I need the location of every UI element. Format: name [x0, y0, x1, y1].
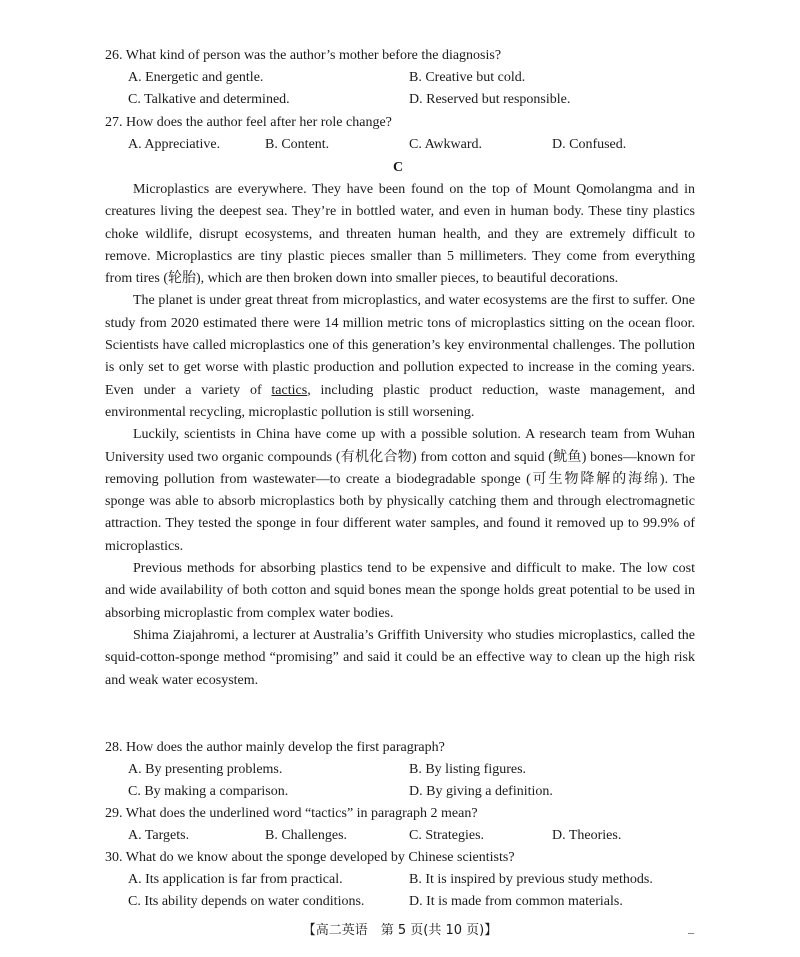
question-30-stem: 30. What do we know about the sponge developed by Chinese scientists? [105, 850, 515, 865]
question-27-stem: 27. How does the author feel after her role change? [105, 115, 392, 130]
question-29-option-a: A. Targets. [128, 828, 190, 843]
question-30-option-a: A. Its application is far from practical. [128, 872, 343, 887]
passage-paragraph-1: Microplastics are everywhere. They have been found on the top of Mount Qomolangma and in creatures living the deepest sea. They’re in bottled water, and even in human body. These tiny plastics choke wildlife, disrupt ecosystems, and threaten human health, and they are extremely difficult to remove. Microplastics are tiny plastic pieces smaller than 5 millimeters. They come from everything from tires (轮胎), which are then broken down into smaller pieces, to beautiful decorations. [105, 182, 695, 287]
scan-mark: – [688, 925, 694, 939]
question-28-option-b: B. By listing figures. [409, 762, 527, 777]
question-29-stem: 29. What does the underlined word “tactics” in paragraph 2 mean? [105, 806, 478, 821]
question-28-stem: 28. How does the author mainly develop the first paragraph? [105, 740, 445, 755]
underlined-word-tactics: tactics [271, 382, 308, 398]
question-29-option-c: C. Strategies. [409, 828, 485, 843]
question-30-option-d: D. It is made from common materials. [409, 894, 623, 909]
passage-paragraph-3: Luckily, scientists in China have come up with a possible solution. A research team from Wuhan University used two organic compounds (有机化合物) from cotton and squid (鱿鱼) bones—known for removing pollution from wastewater—to create a biodegradable sponge (可生物降解的海绵). The sponge was able to absorb microplastics both by physically catching them and through electromagnetic attraction. They tested the sponge in four different water samples, and found it removed up to 99.9% of microplastics. [105, 427, 695, 554]
question-26-option-b: B. Creative but cold. [409, 70, 526, 85]
passage-paragraph-2 [105, 290, 695, 424]
question-28-option-c: C. By making a comparison. [128, 784, 289, 799]
question-28-option-a: A. By presenting problems. [128, 762, 283, 777]
passage-paragraph-2-part-1: The planet is under great threat from microplastics, and water ecosystems are the first to suffer. One study from 2020 estimated there were 14 million metric tons of microplastics sitting on the ocean floor. Scientists have called microplastics one of this generation’s key environmental challenges. The pollution is only set to get worse with plastic production and pollution expected to increase in the coming years. Even under a variety of [105, 293, 695, 398]
question-26-stem: 26. What kind of person was the author’s mother before the diagnosis? [105, 48, 502, 63]
question-30-option-b: B. It is inspired by previous study methods. [409, 872, 653, 887]
question-27-option-a: A. Appreciative. [128, 137, 221, 152]
passage-paragraph-5: Shima Ziajahromi, a lecturer at Australia’s Griffith University who studies microplastics, called the squid-cotton-sponge method “promising” and said it could be an effective way to clean up the high risk and weak water ecosystem. [105, 627, 695, 688]
question-30-option-c: C. Its ability depends on water conditions. [128, 894, 365, 909]
question-27-option-c: C. Awkward. [409, 137, 482, 152]
reading-passage [105, 179, 695, 692]
page-footer: 【高二英语 第 5 页(共 10 页)】 [302, 923, 498, 938]
question-26-option-c: C. Talkative and determined. [128, 92, 290, 107]
question-29-option-b: B. Challenges. [265, 828, 348, 843]
question-26-option-a: A. Energetic and gentle. [128, 70, 264, 85]
section-heading: C [393, 160, 404, 175]
passage-paragraph-4: Previous methods for absorbing plastics tend to be expensive and difficult to make. The low cost and wide availability of both cotton and squid bones mean the sponge holds great potential to be used in absorbing microplastic from complex water bodies. [105, 561, 695, 621]
question-29-option-d: D. Theories. [552, 828, 622, 843]
question-28-option-d: D. By giving a definition. [409, 784, 553, 799]
question-27-option-d: D. Confused. [552, 137, 627, 152]
passage-paragraph-2-part-2: , including plastic product reduction, waste management, and environmental recycling, microplastic pollution is still worsening. [105, 382, 695, 420]
question-26-option-d: D. Reserved but responsible. [409, 92, 571, 107]
question-27-option-b: B. Content. [265, 137, 330, 152]
